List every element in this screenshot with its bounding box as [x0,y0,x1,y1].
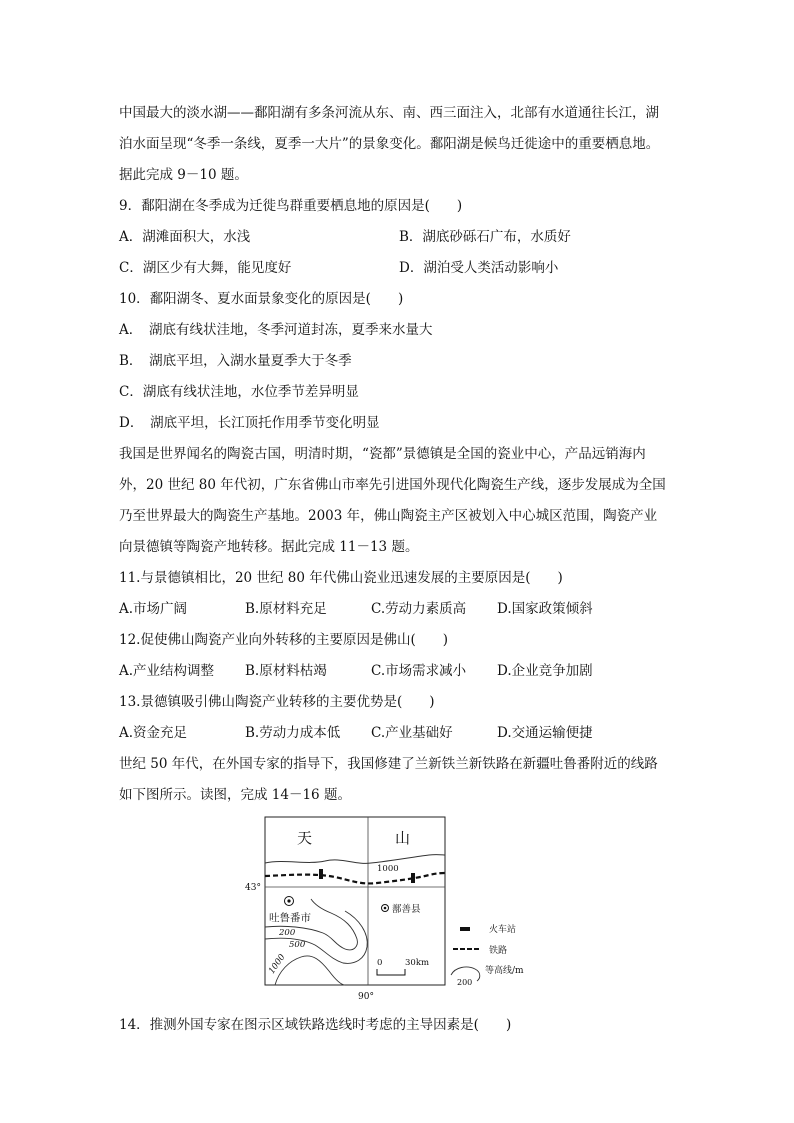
question-stem: 11.与景德镇相比，20 世纪 80 年代佛山瓷业迅速发展的主要原因是( ) [119,570,563,586]
shanshan-symbol-dot [384,907,387,910]
contour-1000-south-label: 1000 [266,952,288,976]
shanshan-label: 鄯善县 [392,904,421,915]
question-13 [119,687,679,749]
option-c: C.市场需求减小 [371,663,467,679]
legend-contour-value: 200 [457,978,473,987]
legend-rail-label: 铁路 [489,946,508,956]
shan-label: 山 [395,829,411,847]
station-west [319,869,323,879]
text-line: 泊水面呈现“冬季一条线，夏季一大片”的景象变化。鄱阳湖是候鸟迁徙途中的重要栖息地。 [119,136,660,152]
text-line: 乃至世界最大的陶瓷生产基地。2003 年，佛山陶瓷主产区被划入中心城区范围，陶瓷产业 [119,508,658,524]
options-row [119,656,679,687]
option-d: D.交通运输便捷 [497,725,593,741]
option-d: D.企业竞争加剧 [497,663,593,679]
question-stem: 10．鄱阳湖冬、夏水面景象变化的原因是( ) [119,291,404,307]
question-stem: 13.景德镇吸引佛山陶瓷产业转移的主要优势是( ) [119,694,435,710]
options-row [119,718,679,749]
option-b: B． 湖底平坦，入湖水量夏季大于冬季 [119,353,352,369]
option-b: B.原材料枯竭 [245,663,327,679]
question-9 [119,191,679,284]
contour-500-label: 500 [289,940,306,950]
contour-1000-north-label: 1000 [377,864,399,874]
option-c: C．湖区少有大舞，能见度好 [119,260,292,276]
option-b: B.原材料充足 [245,601,327,617]
option-c: C．湖底有线状洼地，水位季节差异明显 [119,384,359,400]
question-10 [119,284,679,439]
text-line: 据此完成 9－10 题。 [119,167,248,183]
turpan-symbol-dot [287,899,290,902]
options-row [119,222,679,253]
legend-contour-label: 等高线/m [485,966,524,976]
legend-station-icon [460,927,470,931]
question-14-stem: 14．推测外国专家在图示区域铁路选线时考虑的主导因素是( ) [119,1017,512,1033]
options-row [119,594,679,625]
option-b: B.劳动力成本低 [245,725,341,741]
option-a: A.产业结构调整 [119,663,215,679]
text-line: 世纪 50 年代，在外国专家的指导下，我国修建了兰新铁兰新铁路在新疆吐鲁番附近的线路 [119,756,658,772]
option-c: C.劳动力素质高 [371,601,467,617]
scale-zero: 0 [377,958,383,968]
contour-200 [265,899,357,950]
intro-railway [119,749,679,811]
scale-30km: 30km [405,958,430,968]
tian-label: 天 [297,829,313,847]
contour-200-label: 200 [279,928,296,938]
railway-map [245,815,565,1005]
question-stem: 9．鄱阳湖在冬季成为迁徙鸟群重要栖息地的原因是( ) [119,198,463,214]
option-d: D.国家政策倾斜 [497,601,593,617]
question-12 [119,625,679,687]
option-a: A.资金充足 [119,725,188,741]
intro-ceramics [119,439,679,563]
station-east [411,873,415,883]
turpan-label: 吐鲁番市 [269,912,311,924]
railway-line [265,873,445,883]
intro-poyang [119,98,679,191]
railway-map-figure [119,815,679,1010]
document-body [119,98,679,1041]
latitude-label: 43° [245,883,261,893]
option-d: D．湖泊受人类活动影响小 [399,260,559,276]
question-11 [119,563,679,625]
text-line: 外，20 世纪 80 年代初，广东省佛山市率先引进国外现代化陶瓷生产线，逐步发展成为全国 [119,477,666,493]
text-line: 中国最大的淡水湖——鄱阳湖有多条河流从东、南、西三面注入，北部有水道通往长江，湖 [119,105,659,121]
option-a: A.市场广阔 [119,601,188,617]
option-a: A． 湖底有线状洼地，冬季河道封冻，夏季来水量大 [119,322,433,338]
text-line: 我国是世界闻名的陶瓷古国，明清时期，“瓷都”景德镇是全国的瓷业中心，产品远销海内 [119,446,646,462]
options-row [119,253,679,284]
option-b: B．湖底砂砾石广布，水质好 [399,229,571,245]
scale-bar [377,969,405,975]
option-a: A．湖滩面积大，水浅 [119,229,251,245]
option-d: D． 湖底平坦，长江顶托作用季节变化明显 [119,415,380,431]
legend-station-label: 火车站 [489,925,517,935]
text-line: 如下图所示。读图，完成 14－16 题。 [119,787,351,803]
longitude-label: 90° [358,992,374,1002]
text-line: 向景德镇等陶瓷产地转移。据此完成 11－13 题。 [119,539,419,555]
question-stem: 12.促使佛山陶瓷产业向外转移的主要原因是佛山( ) [119,632,449,648]
contour-1000-north [265,855,445,864]
option-c: C.产业基础好 [371,725,453,741]
